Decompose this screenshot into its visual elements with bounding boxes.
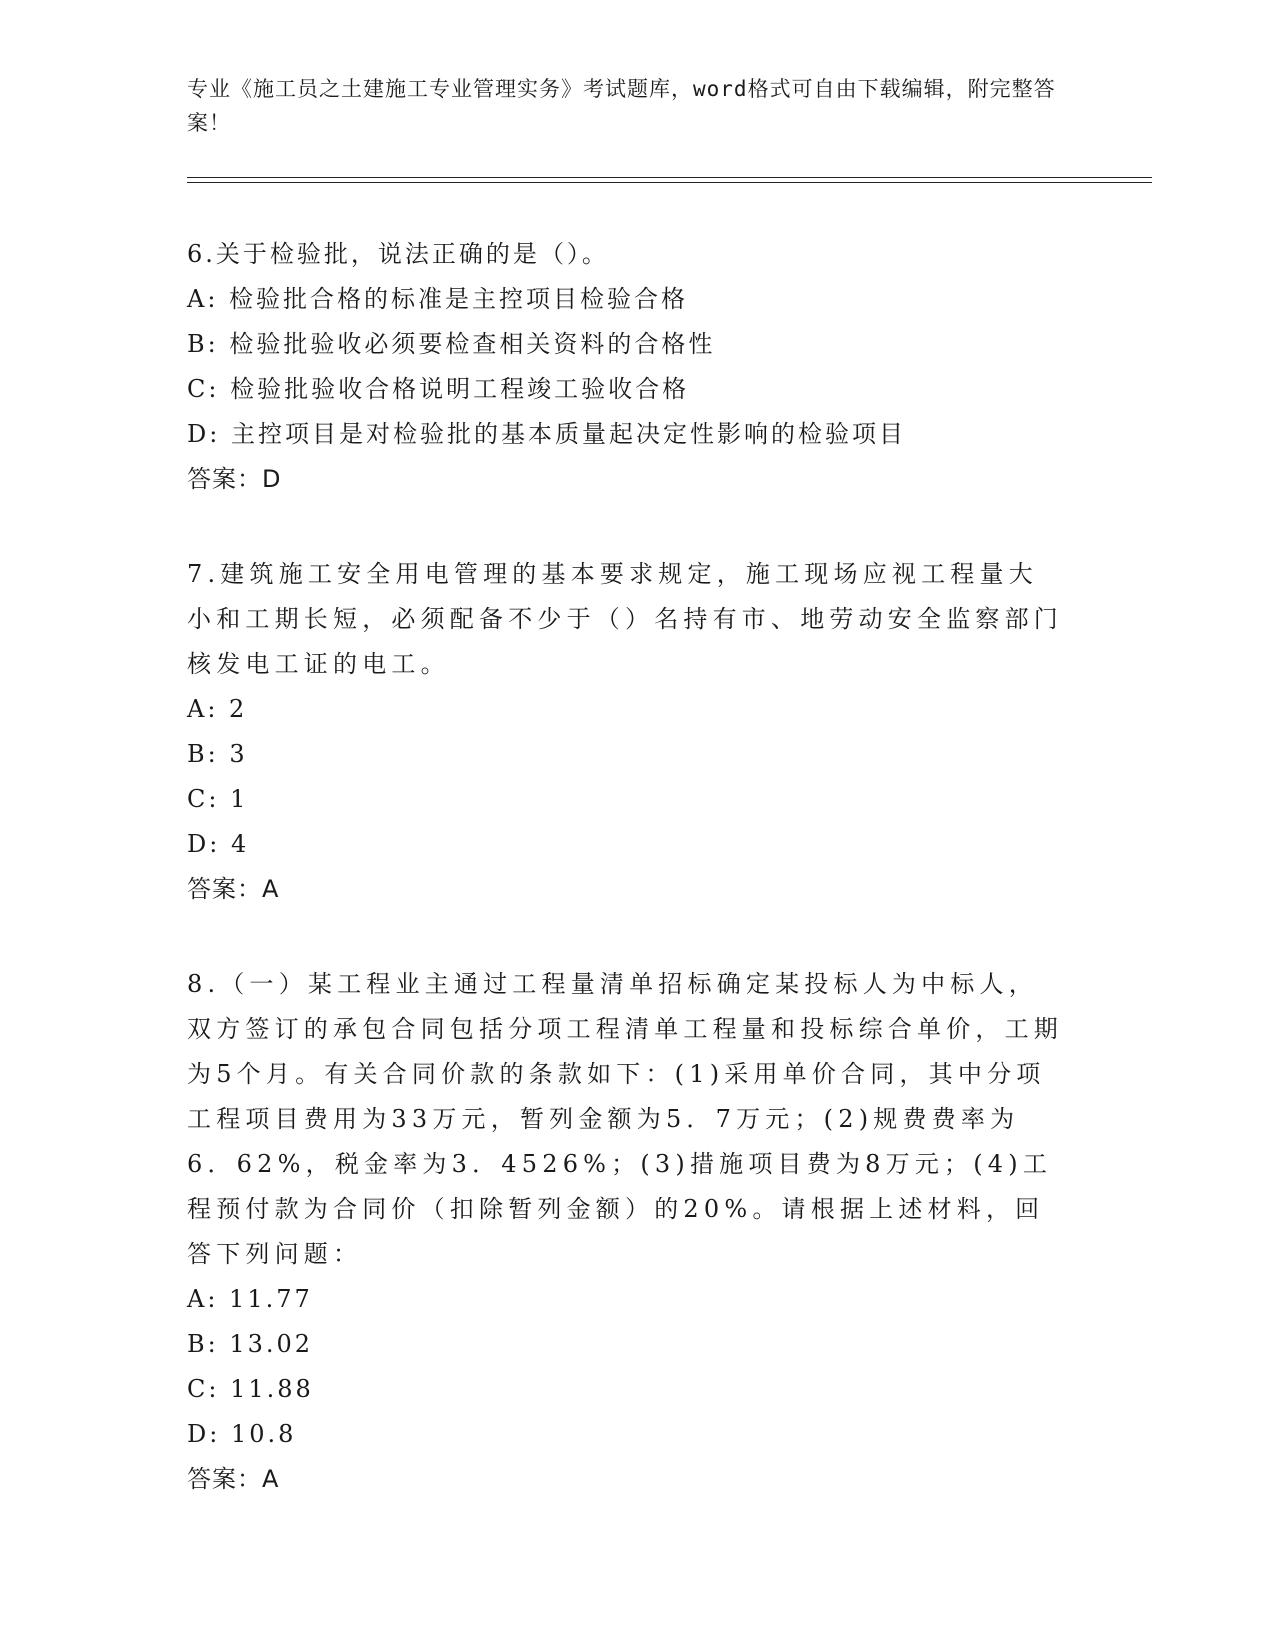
header-divider-top	[187, 177, 1152, 178]
answer-label: 答案：D	[187, 465, 282, 493]
option-a: A: 检验批合格的标准是主控项目检验合格	[187, 285, 689, 313]
answer-label: 答案：A	[187, 1465, 280, 1493]
option-c: C: 11.88	[187, 1375, 314, 1403]
question-block	[187, 552, 1067, 912]
option-d: D: 主控项目是对检验批的基本质量起决定性影响的检验项目	[187, 420, 906, 448]
option-b: B: 检验批验收必须要检查相关资料的合格性	[187, 330, 716, 358]
document-intro: 专业《施工员之土建施工专业管理实务》考试题库，word格式可自由下载编辑，附完整答案！	[187, 77, 1056, 135]
header-divider-bottom	[187, 182, 1152, 183]
option-c: C: 检验批验收合格说明工程竣工验收合格	[187, 375, 690, 403]
option-d: D: 4	[187, 830, 250, 858]
option-a: A: 2	[187, 695, 248, 723]
question-block	[187, 232, 1067, 502]
question-stem: 8.（一）某工程业主通过工程量清单招标确定某投标人为中标人，双方签订的承包合同包括分项工程清单工程量和投标综合单价，工期为5个月。有关合同价款的条款如下：(1)采用单价合同，其中分项工程项目费用为33万元，暂列金额为5．7万元；(2)规费费率为6．62%，税金率为3．4526%；(3)措施项目费为8万元；(4)工程预付款为合同价（扣除暂列金额）的20%。请根据上述材料，回答下列问题：	[187, 970, 1063, 1268]
option-b: B: 3	[187, 740, 248, 768]
question-block	[187, 962, 1067, 1502]
option-d: D: 10.8	[187, 1420, 297, 1448]
question-stem: 7.建筑施工安全用电管理的基本要求规定，施工现场应视工程量大小和工期长短，必须配备不少于（）名持有市、地劳动安全监察部门核发电工证的电工。	[187, 560, 1063, 678]
option-c: C: 1	[187, 785, 249, 813]
answer-label: 答案：A	[187, 875, 280, 903]
question-stem: 6.关于检验批，说法正确的是（）。	[187, 240, 609, 268]
option-a: A: 11.77	[187, 1285, 313, 1313]
option-b: B: 13.02	[187, 1330, 314, 1358]
